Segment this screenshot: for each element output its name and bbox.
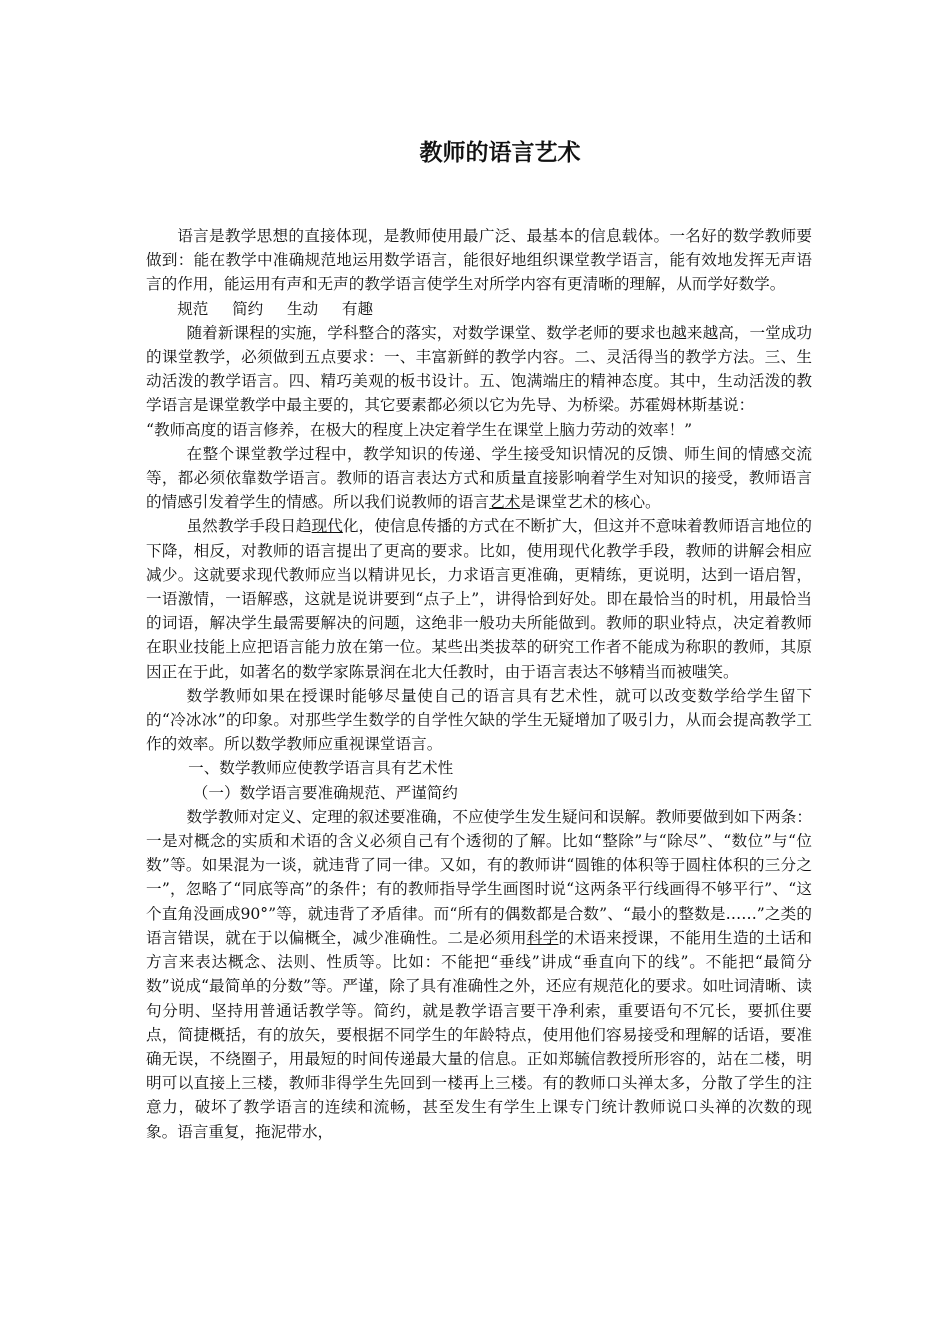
keyword: 有趣 (341, 299, 374, 318)
body-paragraph (146, 442, 812, 515)
section-heading: 一、数学教师应使教学语言具有艺术性 (188, 759, 454, 778)
abstract-paragraph: 语言是教学思想的直接体现，是教师使用最广泛、最基本的信息载体。一名好的数学教师要做到：能在教学中准确规范地运用数学语言，能很好地组织课堂教学语言，能有效地发挥无声语言的作用，能运用有声和无声的教学语言使学生对所学内容有更清晰的理解，从而学好数学。 (146, 227, 812, 294)
paragraph-text: 的术语来授课，不能用生造的土话和方言来表达概念、法则、性质等。比如：不能把“垂线”讲成“垂直向下的线”。不能把“最简分数”说成“最简单的分数”等。严谨，除了具有准确性之外，还应有规范化的要求。如吐词清晰、读句分明、坚持用普通话教学等。简约，就是教学语言要干净利索，重要语句不冗长，要抓住要点，简捷概括，有的放矢，要根据不同学生的年龄特点，使用他们容易接受和理解的话语，要准确无误，不绕圈子，用最短的时间传递最大量的信息。正如郑毓信教授所形容的，站在二楼，明明可以直接上三楼，教师非得学生先回到一楼再上三楼。有的教师口头禅太多，分散了学生的注意力，破坏了教学语言的连续和流畅，甚至发生有学生上课专门统计教师说口头禅的次数的现象。语言重复，拖泥带水， (146, 928, 812, 1141)
body-paragraph (146, 321, 812, 418)
paragraph-text: 数学教师对定义、定理的叙述要准确，不应使学生发生疑问和误解。教师要做到如下两条：一是对概念的实质和术语的含义必须自己有个透彻的了解。比如“整除”与“除尽”、“数位”与“位数”等。如果混为一谈，就违背了同一律。又如，有的教师讲“圆锥的体积等于圆柱体积的三分之一”，忽略了“同底等高”的条件；有的教师指导学生画图时说“这两条平行线画得不够平行”、“这个直角没画成90°”等，就违背了矛盾律。而“所有的偶数都是合数”、“最小的整数是……”之类的语言错误，就在于以偏概全，减少准确性。二是必须用 (146, 807, 812, 947)
body-paragraph (146, 805, 812, 1144)
subsection-heading: （一）数学语言要准确规范、严谨简约 (192, 783, 458, 802)
body-paragraph (146, 514, 812, 683)
paragraph-text: 化，使信息传播的方式在不断扩大，但这并不意味着教师语言地位的下降，相反，对教师的语言提出了更高的要求。比如，使用现代化教学手段，教师的讲解会相应减少。这就要求现代教师应当以精讲见长，力求语言更准确，更精练，更说明，达到一语启智，一语激情，一语解惑，这就是说讲要到“点子上”，讲得恰到好处。即在最恰当的时机，用最恰当的词语，解决学生最需要解决的问题，这绝非一般功夫所能做到。教师的职业特点，决定着教师在职业技能上应把语言能力放在第一位。某些出类拔萃的研究工作者不能成为称职的教师，其原因正在于此，如著名的数学家陈景润在北大任教时，由于语言表达不够精当而被嗤笑。 (146, 517, 812, 681)
paragraph-text: 在整个课堂教学过程中，教学知识的传递、学生接受知识情况的反馈、师生间的情感交流等，都必须依靠数学语言。教师的语言表达方式和质量直接影响着学生对知识的接受，教师语言的情感引发着学生的情感。所以我们说教师的语言 (146, 444, 812, 512)
paragraph-text: 是课堂艺术的核心。 (520, 493, 661, 512)
modern-link[interactable]: 现代 (311, 517, 343, 536)
keyword: 规范 (177, 299, 209, 318)
keyword: 生动 (286, 299, 319, 318)
quote-line: “教师高度的语言修养，在极大的程度上决定着学生在课堂上脑力劳动的效率！” (146, 420, 693, 439)
paragraph-text: 虽然教学手段日趋 (186, 517, 312, 536)
keywords-line (146, 297, 812, 321)
science-link[interactable]: 科学 (526, 928, 559, 947)
document-title: 教师的语言艺术 (419, 140, 581, 166)
paragraph-text: 随着新课程的实施，学科整合的落实，对数学课堂、数学老师的要求也越来越高，一堂成功的课堂教学，必须做到五点要求：一、丰富新鲜的教学内容。二、灵活得当的教学方法。三、生动活泼的教学语言。四、精巧美观的板书设计。五、饱满端庄的精神态度。其中，生动活泼的教学语言是课堂教学中最主要的，其它要素都必须以它为先导、为桥梁。苏霍姆林斯基说： (146, 323, 812, 415)
art-link[interactable]: 艺术 (489, 493, 521, 512)
document-body (146, 224, 812, 1144)
keyword: 简约 (232, 299, 264, 318)
body-paragraph: 数学教师如果在授课时能够尽量使自己的语言具有艺术性，就可以改变数学给学生留下的“冷冰冰”的印象。对那些学生数学的自学性欠缺的学生无疑增加了吸引力，从而会提高教学工作的效率。所以数学教师应重视课堂语言。 (146, 686, 812, 754)
